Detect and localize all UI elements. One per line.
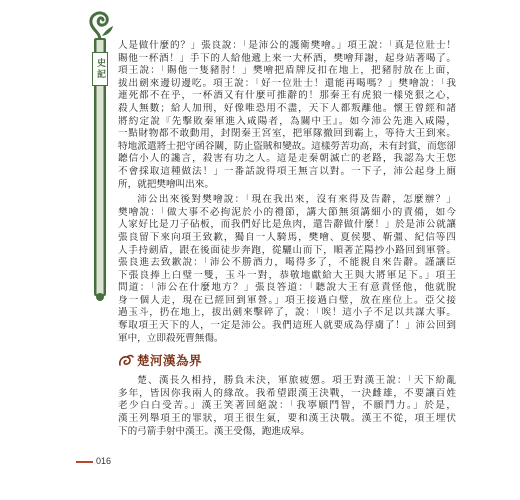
text-line: 身一個人走，現在已經回到軍營。」項王接過白璧，放在座位上。亞父接 bbox=[118, 294, 456, 306]
text-line: 聽信小人的讒言，殺害有功之人。這是走秦朝滅亡的老路，我認為大王您 bbox=[118, 153, 456, 165]
text-line: 特地派遣將士把守函谷關，防止盜賊和變故。這樣勞苦功高，未有封賞，而您卻 bbox=[118, 140, 456, 152]
text-line: 賜他一杯酒！」手下的人給他遞上來一大杯酒，樊噲拜謝，起身站著喝了。 bbox=[118, 52, 456, 64]
text-line: 樊噲說：「做大事不必拘泥於小的禮節，講大節無須講細小的責備，如今 bbox=[118, 206, 456, 218]
text-line: 張良留下來向項王致歉，獨自一人騎馬，樊噲、夏侯嬰、靳彊、紀信等四 bbox=[118, 231, 456, 243]
paragraph-3 bbox=[118, 375, 456, 438]
text-line: 一點財物都不敢動用，封閉秦王宮室，把軍隊撤回到霸上，等待大王到來。 bbox=[118, 128, 456, 140]
text-line: 多年，皆因你我兩人的緣故。我希望跟漢王決戰，一決雌雄，不要讓百姓 bbox=[118, 387, 456, 399]
page-number: 016 bbox=[96, 456, 112, 466]
text-line: 張良進去致歉說：「沛公不勝酒力，喝得多了，不能親自來告辭。謹讓臣 bbox=[118, 257, 456, 269]
section-heading-text: 楚河漢為界 bbox=[137, 353, 203, 369]
section-heading bbox=[118, 352, 456, 370]
text-line: 下張良捧上白璧一雙，玉斗一對，恭敬地獻給大王與大將軍足下。」項王 bbox=[118, 269, 456, 281]
paragraph-1 bbox=[118, 40, 456, 191]
folio-rule bbox=[76, 461, 93, 463]
swirl-ornament-icon bbox=[118, 354, 134, 368]
text-line: 沛公出來後對樊噲說：「現在我出來，沒有來得及告辭，怎麼辦？」 bbox=[137, 194, 456, 206]
text-line: 連死都不在乎，一杯酒又有什麼可推辭的！那秦王有虎狼一樣兇狠之心， bbox=[118, 90, 456, 102]
text-line: 漢王列舉項王的罪狀，項王很生氣，要和漢王決戰。漢王不從，項王埋伏 bbox=[118, 413, 456, 425]
running-head-label: 史記 bbox=[92, 52, 108, 86]
text-line: 將約定說『先擊敗秦軍進入咸陽者，為關中王』。如今沛公先進入咸陽， bbox=[118, 115, 456, 127]
paragraph-2 bbox=[118, 194, 456, 345]
body-text bbox=[118, 40, 456, 438]
text-line: 項王說：「賜他一隻豬肘！」樊噲把盾牌反扣在地上，把豬肘放在上面， bbox=[118, 65, 456, 77]
text-line: 殺人無數；給人加刑，好像唯恐用不盡，天下人都叛離他。懷王曾經和諸 bbox=[118, 102, 456, 114]
text-line: 問道：「沛公在什麼地方？」張良答道：「聽說大王有意責怪他，他就脫 bbox=[118, 282, 456, 294]
text-line: 所，就把樊噲叫出來。 bbox=[118, 178, 214, 190]
text-line: 過玉斗，扔在地上，拔出劍來擊碎了，說：「唉！這小子不足以共謀大事。 bbox=[118, 307, 456, 319]
text-line: 軍中，立即殺死曹無傷。 bbox=[118, 332, 224, 344]
text-line: 拔出劍來邊切邊吃。項王說：「好一位壯士！還能再喝嗎？」樊噲說：「我 bbox=[118, 77, 456, 89]
text-line: 人家好比是刀子砧板，而我們好比是魚肉，還告辭做什麼！」於是沛公就讓 bbox=[118, 219, 456, 231]
text-line: 不會採取這種做法！」一番話說得項王無言以對。一下子，沛公起身上廁 bbox=[118, 165, 456, 177]
text-line: 人手持劍盾，跟在後面徒步奔跑，從驪山而下，順著芷陽抄小路回到軍營。 bbox=[118, 244, 456, 256]
text-line: 老少白白受苦。」漢王笑著回絕說：「我寧願鬥智，不願鬥力。」於是， bbox=[118, 400, 456, 412]
text-line: 楚、漢長久相持，勝負未決，軍旅疲憊。項王對漢王說：「天下紛亂 bbox=[137, 375, 456, 387]
text-line: 下的弓箭手射中漢王。漢王受傷，跑進成皋。 bbox=[118, 425, 310, 437]
text-line: 人是做什麼的？」張良說：「是沛公的護衛樊噲。」項王說：「真是位壯士！ bbox=[118, 40, 456, 51]
spiral-ornament-icon bbox=[82, 6, 118, 306]
text-line: 奪取項王天下的人，一定是沛公。我們這班人就要成為俘虜了！」沛公回到 bbox=[118, 320, 456, 332]
